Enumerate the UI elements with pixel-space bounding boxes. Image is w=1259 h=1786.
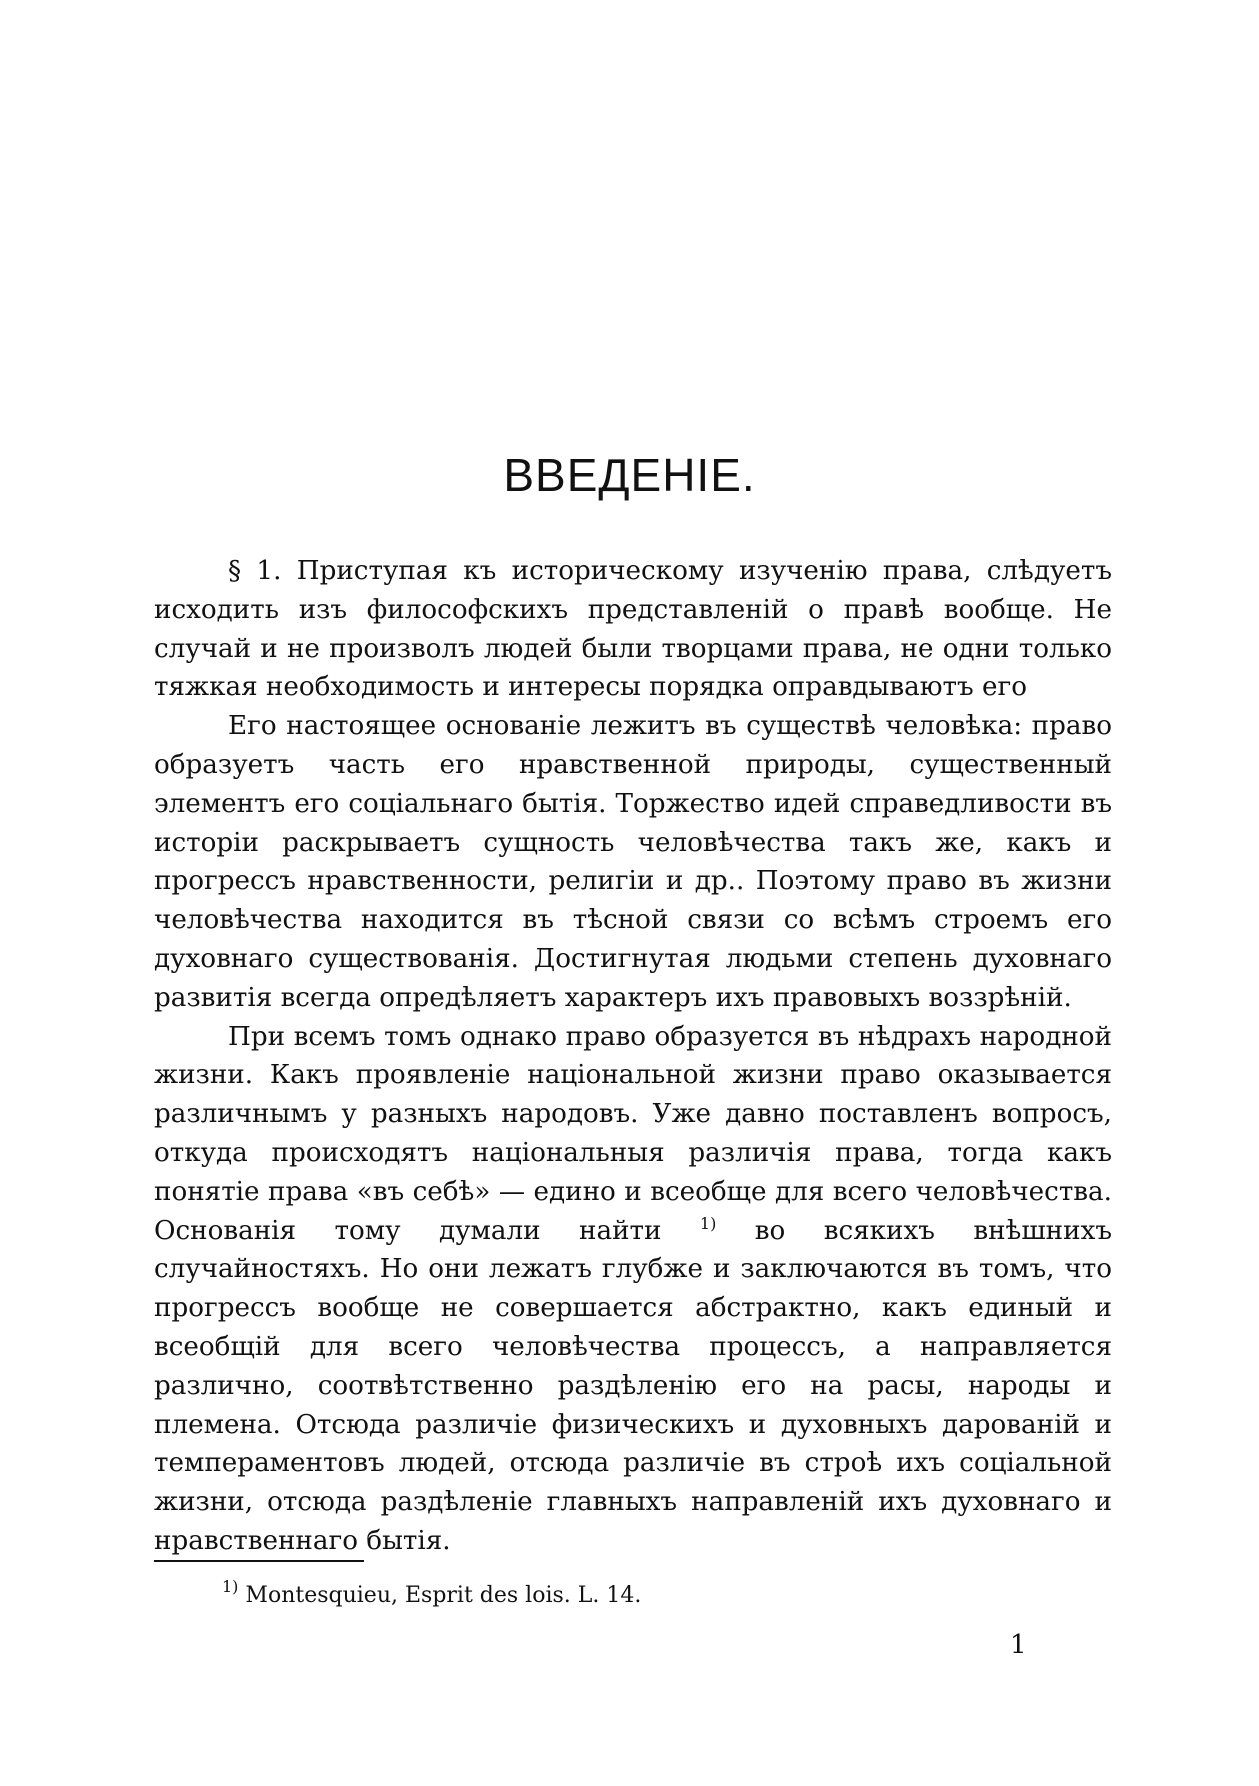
paragraph-3 [154, 1018, 1112, 1561]
footnote-divider [154, 1560, 364, 1562]
footnote-marker: 1) [222, 1577, 239, 1596]
page-number: 1 [1010, 1630, 1027, 1660]
paragraph-1: § 1. Приступая къ историческому изученію права, слѣдуетъ исходить изъ философскихъ представленій о правѣ вообще. Не случай и не произволъ людей были творцами права, не одни только тяжкая необходимость и интересы порядка оправдываютъ его [154, 556, 1112, 703]
paragraph-3-part-1: При всемъ томъ однако право образуется въ нѣдрахъ народной жизни. Какъ проявленіе національной жизни право оказывается различнымъ у разныхъ народовъ. Уже давно поставленъ вопросъ, откуда происходятъ національныя различія права, тогда какъ понятіе права «въ себѣ» — едино и всеобще для всего человѣчества. Основанія тому думали найти [154, 1021, 1112, 1246]
footnote [222, 1577, 642, 1611]
footnote-text: Montesquieu, Esprit des lois. L. 14. [245, 1583, 642, 1608]
paragraph-2: Его настоящее основаніе лежитъ въ существѣ человѣка: право образуетъ часть его нравственной природы, существенный элементъ его соціальнаго бытія. Торжество идей справедливости въ исторіи раскрываетъ сущность человѣчества такъ же, какъ и прогрессъ нравственности, религіи и др.. Поэтому право въ жизни человѣчества находится въ тѣсной связи со всѣмъ строемъ его духовнаго существованія. Достигнутая людьми степень духовнаго развитія всегда опредѣляетъ характеръ ихъ правовыхъ воззрѣній. [154, 711, 1112, 1013]
paragraph-3-part-2: во всякихъ внѣшнихъ случайностяхъ. Но они лежатъ глубже и заключаются въ томъ, что прогрессъ вообще не совершается абстрактно, какъ единый и всеобщій для всего человѣчества процессъ, а направляется различно, соотвѣтственно раздѣленію его на расы, народы и племена. Отсюда различіе физическихъ и духовныхъ дарованій и темпераментовъ людей, отсюда различіе въ строѣ ихъ соціальной жизни, отсюда раздѣленіе главныхъ направленій ихъ духовнаго и нравственнаго бытія. [154, 1215, 1112, 1556]
chapter-title: ВВЕДЕНІЕ. [503, 449, 756, 501]
main-text [154, 552, 1112, 1561]
footnote-reference: 1) [699, 1213, 717, 1233]
